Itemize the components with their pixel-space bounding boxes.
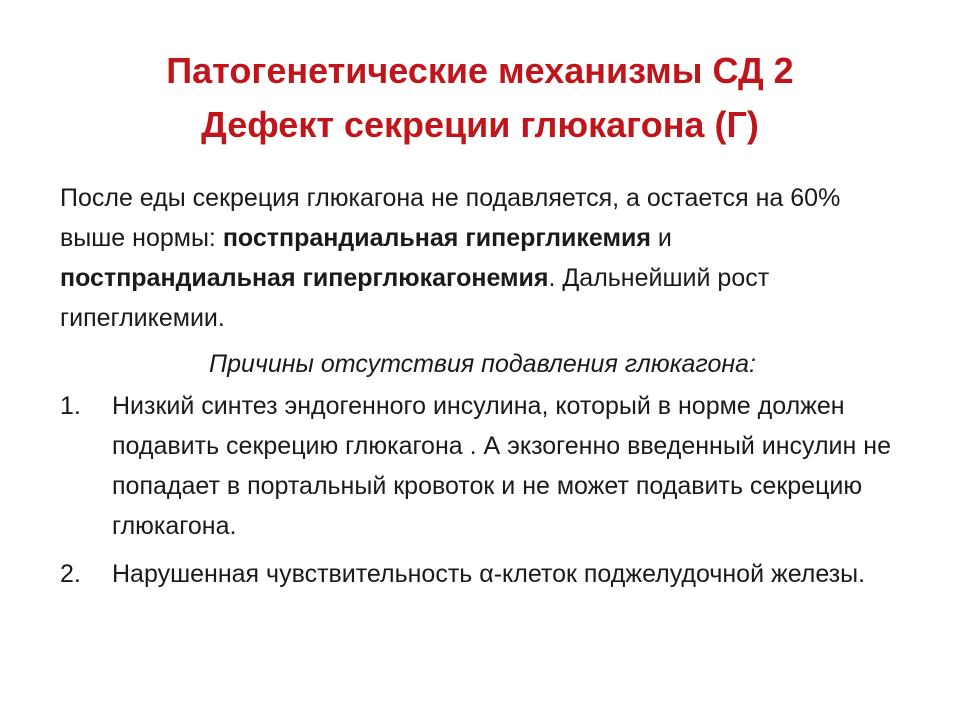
slide-body <box>60 178 905 602</box>
list-item-number: 1. <box>60 392 81 420</box>
causes-heading: Причины отсутствия подавления глюкагона: <box>209 350 756 378</box>
intro-text-1: После еды секреция глюкагона не подавляется, а остается на 60% выше нормы: <box>60 184 841 252</box>
causes-list <box>60 386 905 594</box>
list-item-number: 2. <box>60 560 81 588</box>
title-line-2: Дефект секреции глюкагона (Г) <box>201 104 759 145</box>
list-item-text: Низкий синтез эндогенного инсулина, который в норме должен подавить секрецию глюкагона . А экзогенно введенный инсулин не попадает в портальный кровоток и не может подавить секрецию глюкагона. <box>112 392 891 540</box>
title-line-1: Патогенетические механизмы СД 2 <box>166 50 794 91</box>
list-item <box>60 554 905 594</box>
list-item-text: Нарушенная чувствительность α-клеток поджелудочной железы. <box>112 560 866 588</box>
intro-bold-2: постпрандиальная гиперглюкагонемия <box>60 264 549 292</box>
list-item <box>60 386 905 546</box>
intro-paragraph <box>60 178 905 338</box>
intro-text-2: и <box>650 224 672 252</box>
slide-title <box>40 44 920 152</box>
intro-bold-1: постпрандиальная гипергликемия <box>222 224 651 252</box>
intro-text-3: . Дальнейший рост гипегликемии. <box>60 264 770 332</box>
